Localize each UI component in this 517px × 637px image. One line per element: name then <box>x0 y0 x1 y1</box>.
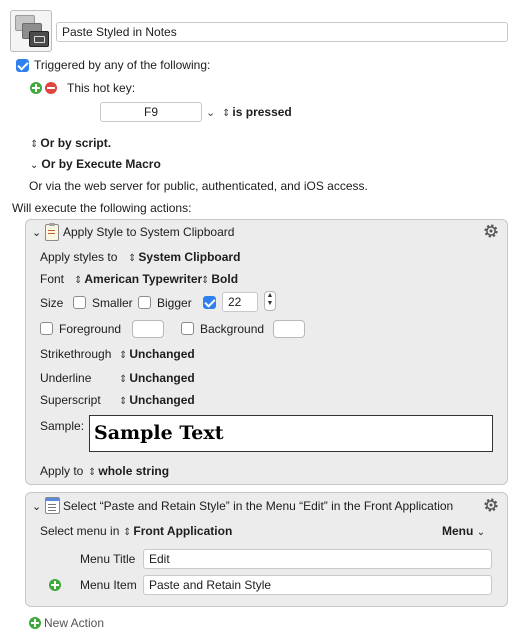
gear-icon[interactable] <box>482 496 500 514</box>
font-name-select[interactable]: ⇕ American Typewriter <box>74 272 203 286</box>
bigger-checkbox[interactable] <box>138 296 151 309</box>
hotkey-chevron-down-icon[interactable]: ⌄ <box>206 107 216 119</box>
updown-icon: ⇕ <box>119 374 127 385</box>
updown-icon: ⇕ <box>88 467 96 478</box>
strikethrough-label: Strikethrough <box>40 347 112 361</box>
by-script[interactable]: ⇕ Or by script. <box>30 136 112 150</box>
size-stepper[interactable]: ▲ ▼ <box>264 291 276 311</box>
smaller-label: Smaller <box>92 296 133 310</box>
remove-trigger-icon[interactable] <box>45 82 57 94</box>
menu-title-label: Menu Title <box>80 552 136 566</box>
action-select-menu[interactable] <box>25 492 508 607</box>
action1-title: Apply Style to System Clipboard <box>63 225 235 239</box>
apply-styles-label: Apply styles to <box>40 250 118 264</box>
add-icon[interactable] <box>49 579 61 591</box>
smaller-checkbox[interactable] <box>73 296 86 309</box>
underline-label: Underline <box>40 371 92 385</box>
triggered-checkbox[interactable] <box>16 59 29 72</box>
size-field[interactable]: 22 <box>222 292 258 312</box>
select-menu-label: Select menu in <box>40 524 120 538</box>
superscript-label: Superscript <box>40 393 101 407</box>
menu-list-icon <box>45 497 60 514</box>
new-action-button[interactable]: New Action <box>44 616 105 630</box>
apply-styles-select[interactable]: ⇕ System Clipboard <box>128 250 241 264</box>
clipboard-icon <box>45 224 59 241</box>
macro-icon[interactable] <box>10 10 52 52</box>
menu-title-field[interactable]: Edit <box>143 549 492 569</box>
background-checkbox[interactable] <box>181 322 194 335</box>
updown-icon: ⇕ <box>123 527 131 538</box>
updown-icon: ⇕ <box>128 253 136 264</box>
bigger-label: Bigger <box>157 296 192 310</box>
updown-icon: ⇕ <box>222 108 230 119</box>
background-color-well[interactable] <box>273 320 305 338</box>
hotkey-label: This hot key: <box>67 81 136 95</box>
macro-name-field[interactable]: Paste Styled in Notes <box>56 22 508 42</box>
add-trigger-icon[interactable] <box>30 82 42 94</box>
hotkey-field[interactable]: F9 <box>100 102 202 122</box>
select-menu-target[interactable]: ⇕ Front Application <box>123 524 233 538</box>
background-label: Background <box>200 322 265 336</box>
menu-item-label: Menu Item <box>80 578 137 592</box>
hotkey-condition[interactable]: ⇕ is pressed <box>222 105 292 119</box>
size-checkbox[interactable] <box>203 296 216 309</box>
updown-icon: ⇕ <box>30 139 38 150</box>
updown-icon: ⇕ <box>74 275 82 286</box>
new-action-add-icon[interactable] <box>29 617 41 629</box>
apply-to-select[interactable]: ⇕ whole string <box>88 464 170 478</box>
apply-to-label: Apply to <box>40 464 84 478</box>
superscript-select[interactable]: ⇕ Unchanged <box>119 393 195 407</box>
font-label: Font <box>40 272 65 286</box>
foreground-color-well[interactable] <box>132 320 164 338</box>
by-execute-macro[interactable]: ⌄ Or by Execute Macro <box>30 157 161 171</box>
web-server-text: Or via the web server for public, authenticated, and iOS access. <box>29 179 368 193</box>
underline-select[interactable]: ⇕ Unchanged <box>119 371 195 385</box>
action2-title: Select “Paste and Retain Style” in the Menu “Edit” in the Front Application <box>63 499 454 513</box>
disclosure-icon: ⌄ <box>30 160 39 171</box>
sample-box <box>89 415 493 452</box>
actions-header: Will execute the following actions: <box>12 201 192 215</box>
sample-text: Sample Text <box>94 422 224 444</box>
font-weight-select[interactable]: ⇕ Bold <box>201 272 239 286</box>
sample-label: Sample: <box>40 419 85 433</box>
disclosure-icon[interactable]: ⌄ <box>32 501 42 513</box>
size-label: Size <box>40 296 64 310</box>
updown-icon: ⇕ <box>119 396 127 407</box>
foreground-checkbox[interactable] <box>40 322 53 335</box>
triggered-label: Triggered by any of the following: <box>34 58 211 72</box>
updown-icon: ⇕ <box>201 275 209 286</box>
chevron-down-icon: ⌄ <box>476 527 486 538</box>
menu-item-field[interactable]: Paste and Retain Style <box>143 575 492 595</box>
menu-dropdown[interactable]: Menu ⌄ <box>442 524 486 538</box>
foreground-label: Foreground <box>59 322 122 336</box>
gear-icon[interactable] <box>482 222 500 240</box>
disclosure-icon[interactable]: ⌄ <box>32 227 42 239</box>
action-apply-style[interactable] <box>25 219 508 485</box>
updown-icon: ⇕ <box>119 350 127 361</box>
strikethrough-select[interactable]: ⇕ Unchanged <box>119 347 195 361</box>
